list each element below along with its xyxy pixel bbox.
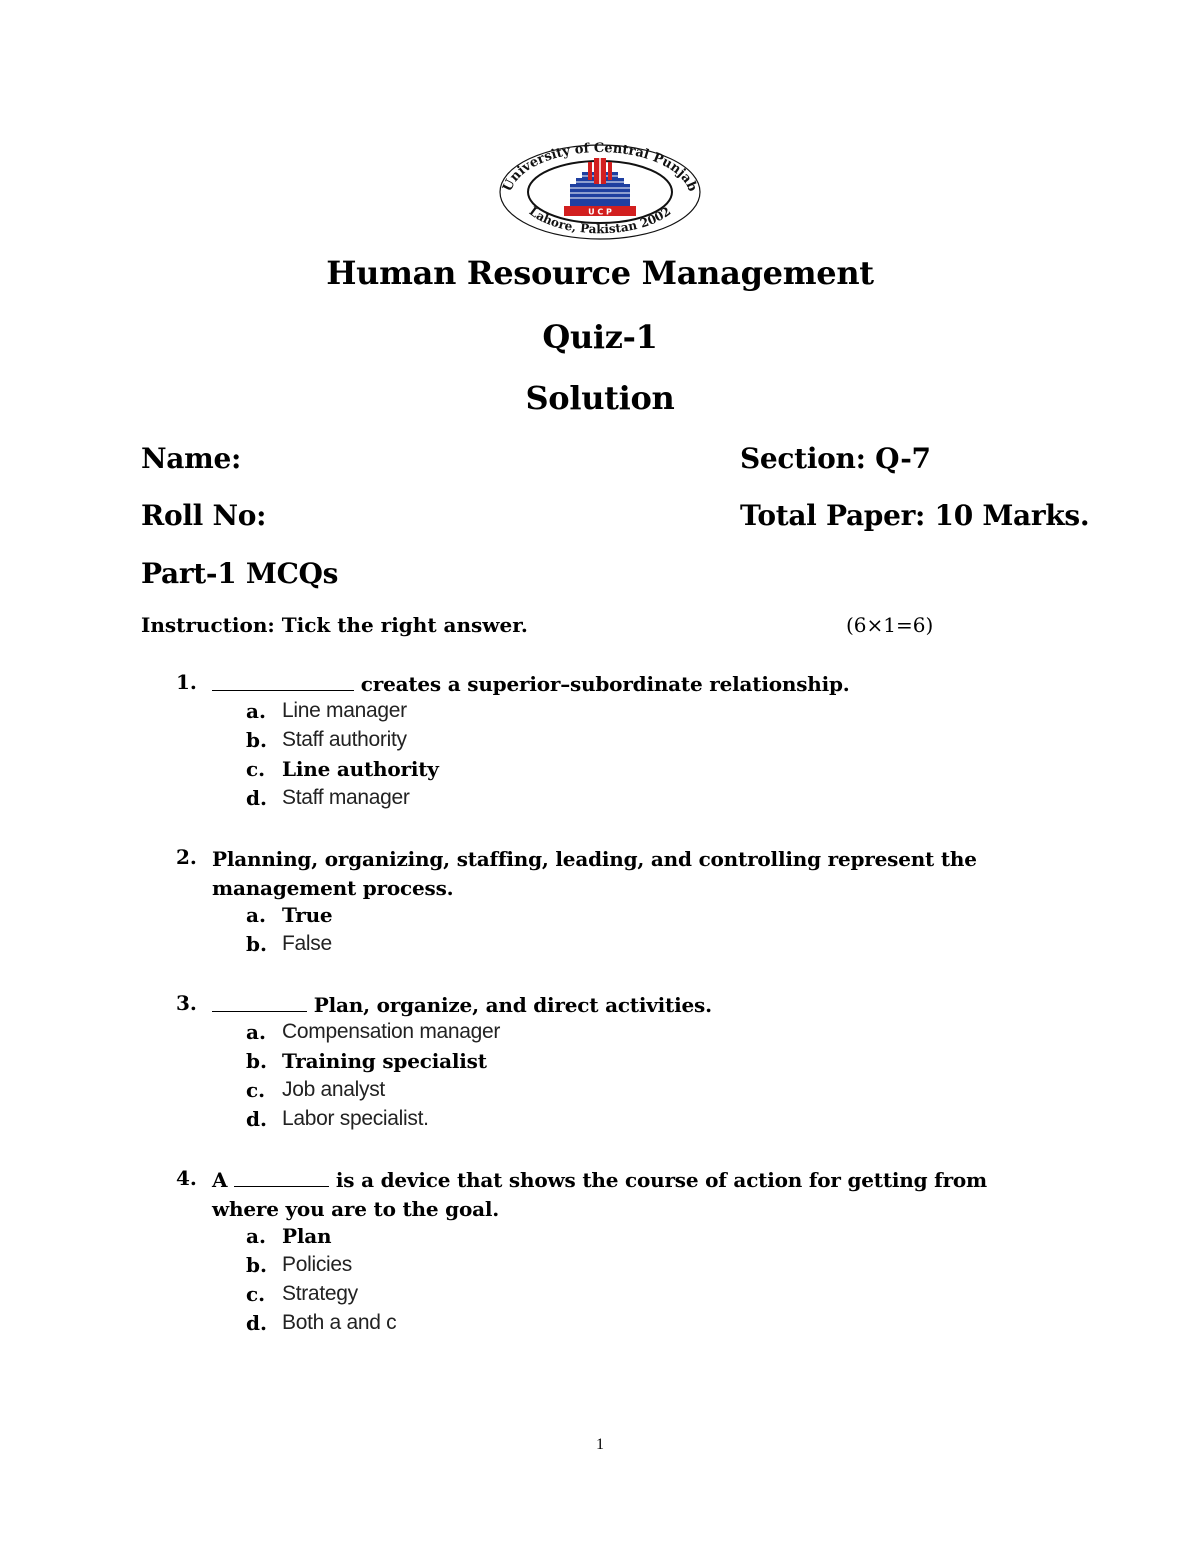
question-text [212,991,1042,1020]
option-row-correct[interactable] [0,903,1200,932]
option-text: Strategy [282,1282,358,1305]
option-text: Both a and c [282,1311,397,1334]
question-text [212,1166,1042,1224]
option-letter: d. [246,1311,267,1335]
question-text-body: Plan, organize, and direct activities. [313,993,712,1017]
question-number: 1. [176,670,197,694]
option-letter: b. [246,1253,267,1277]
option-row[interactable] [0,1107,1200,1136]
option-letter: c. [246,757,266,781]
option-text: Job analyst [282,1078,385,1101]
option-letter: b. [246,728,267,752]
option-text: Labor specialist. [282,1107,429,1130]
option-text: Plan [282,1224,332,1248]
option-row[interactable] [0,728,1200,757]
logo-banner-text: U C P [588,207,612,217]
part-title: Part-1 MCQs [141,557,339,590]
question-number: 3. [176,991,197,1015]
option-text: Policies [282,1253,352,1276]
option-letter: a. [246,1020,266,1044]
instruction-text: Instruction: Tick the right answer. [141,613,528,637]
question-text-body: is a device that shows the course of action for getting from where you are to the goal. [212,1168,988,1221]
solution-subtitle: Solution [525,379,675,417]
marks-distribution: (6×1=6) [846,613,934,637]
logo-ring-text-bottom: Lahore, Pakistan 2002 [526,204,674,237]
course-title: Human Resource Management [326,254,874,292]
option-letter: a. [246,903,266,927]
option-row[interactable] [0,786,1200,815]
option-text: Line manager [282,699,407,722]
option-row[interactable] [0,699,1200,728]
total-marks-label: Total Paper: 10 Marks. [740,499,1090,532]
option-row[interactable] [0,1020,1200,1049]
option-row[interactable] [0,1253,1200,1282]
option-row[interactable] [0,1311,1200,1340]
roll-no-label: Roll No: [141,499,267,532]
option-letter: a. [246,1224,266,1248]
question-text: Planning, organizing, staffing, leading, and controlling represent the management process. [212,847,977,900]
option-row-correct[interactable] [0,757,1200,786]
logo-ring-text-top: University of Central Punjab [500,140,700,194]
name-label: Name: [141,442,242,475]
option-text: Line authority [282,757,439,781]
option-row-correct[interactable] [0,1049,1200,1078]
option-row[interactable] [0,1282,1200,1311]
option-letter: c. [246,1078,266,1102]
quiz-title: Quiz-1 [542,318,658,356]
option-row-correct[interactable] [0,1224,1200,1253]
option-text: False [282,932,332,955]
option-text: True [282,903,333,927]
question-text [212,670,1042,699]
question-number: 4. [176,1166,197,1190]
option-letter: d. [246,786,267,810]
option-row[interactable] [0,932,1200,961]
option-letter: b. [246,1049,267,1073]
answer-blank [212,1010,307,1012]
university-logo [498,140,702,240]
section-label: Section: Q-7 [740,442,931,475]
option-letter: a. [246,699,266,723]
option-text: Staff authority [282,728,407,751]
building-emblem-icon [570,158,630,206]
answer-blank [234,1185,329,1187]
option-letter: c. [246,1282,266,1306]
option-row[interactable] [0,1078,1200,1107]
question-text-prefix: A [212,1168,228,1192]
option-text: Training specialist [282,1049,487,1073]
page-number: 1 [596,1436,604,1453]
answer-blank [212,689,354,691]
option-letter: b. [246,932,267,956]
option-text: Staff manager [282,786,410,809]
question-number: 2. [176,845,197,869]
question-text-body: creates a superior–subordinate relationship. [360,672,850,696]
option-letter: d. [246,1107,267,1131]
option-text: Compensation manager [282,1020,501,1043]
